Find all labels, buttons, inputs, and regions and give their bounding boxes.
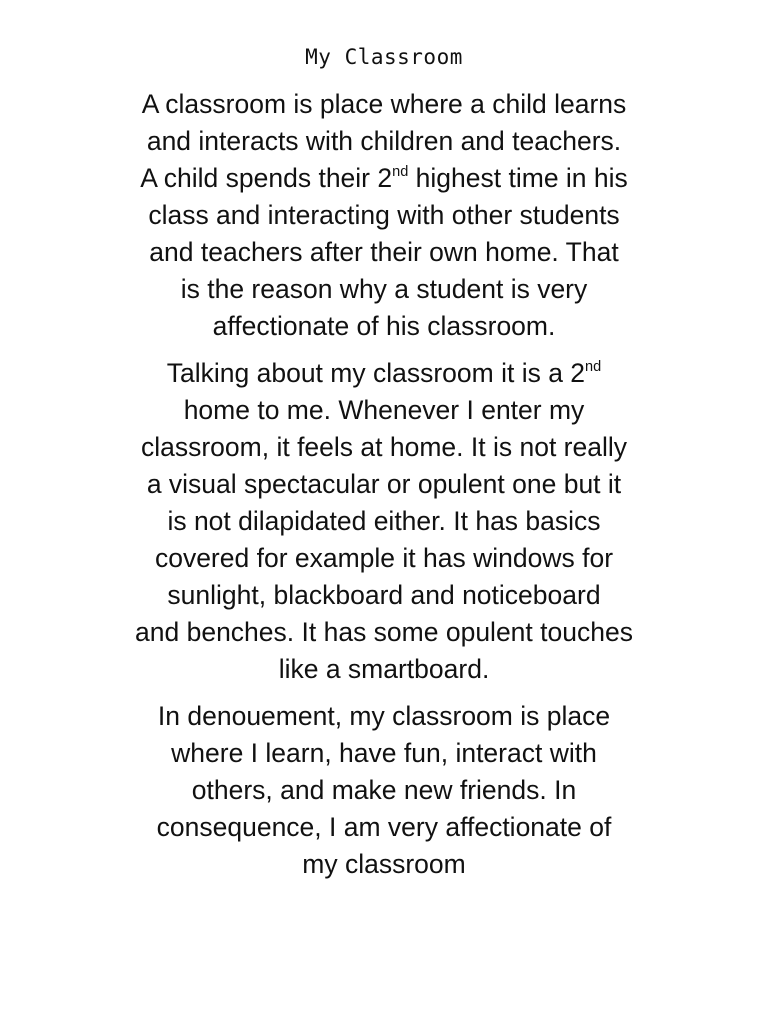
ordinal-superscript: nd	[585, 359, 602, 376]
document-title: My Classroom	[305, 45, 463, 69]
paragraph-line: class and interacting with other students	[148, 200, 620, 230]
paragraph-3	[92, 698, 676, 883]
paragraph-line: my classroom	[302, 849, 466, 879]
paragraph-line: A classroom is place where a child learns	[141, 89, 627, 119]
paragraph-line: Talking about my classroom it is a 2nd	[166, 358, 602, 388]
paragraph-line: In denouement, my classroom is place	[157, 701, 611, 731]
paragraph-line: is not dilapidated either. It has basics	[167, 506, 601, 536]
paragraph-line: covered for example it has windows for	[154, 543, 614, 573]
paragraph-line: where I learn, have fun, interact with	[171, 738, 597, 768]
paragraph-line: and benches. It has some opulent touches	[135, 617, 633, 647]
paragraph-line: and interacts with children and teachers.	[146, 126, 622, 156]
paragraph-line: is the reason why a student is very	[180, 274, 588, 304]
paragraph-line: like a smartboard.	[278, 654, 490, 684]
paragraph-line: classroom, it feels at home. It is not really	[140, 432, 628, 462]
paragraph-line: and teachers after their own home. That	[149, 237, 619, 267]
paragraph-1	[92, 86, 676, 345]
paragraph-line: sunlight, blackboard and noticeboard	[167, 580, 601, 610]
paragraph-line: affectionate of his classroom.	[212, 311, 556, 341]
paragraph-line: consequence, I am very affectionate of	[156, 812, 612, 842]
paragraph-line: others, and make new friends. In	[191, 775, 577, 805]
paragraph-line: a visual spectacular or opulent one but it	[146, 469, 622, 499]
ordinal-superscript: nd	[392, 164, 409, 181]
paragraph-line: A child spends their 2nd highest time in his	[140, 163, 628, 193]
paragraph-2	[92, 355, 676, 688]
paragraph-line: home to me. Whenever I enter my	[183, 395, 585, 425]
